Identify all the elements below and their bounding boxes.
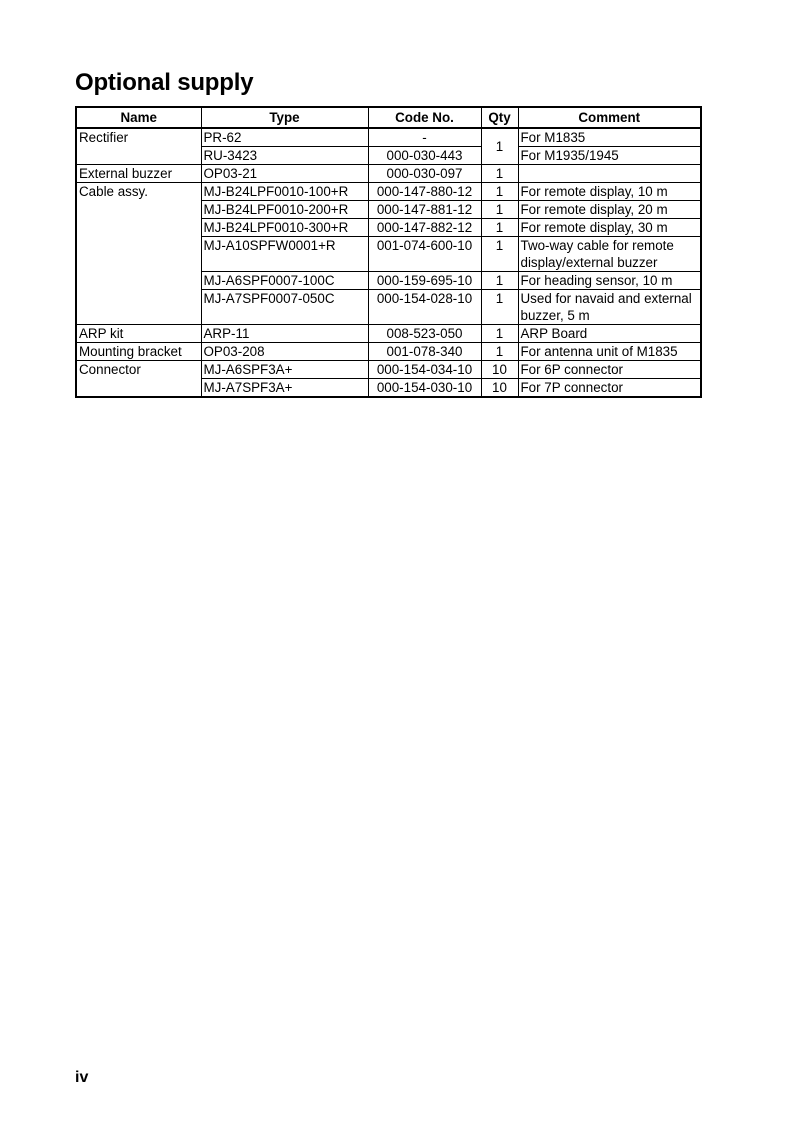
cell-code: 000-030-443: [368, 147, 481, 165]
cell-code: 000-147-880-12: [368, 183, 481, 201]
cell-qty: 1: [481, 165, 518, 183]
cell-qty: 1: [481, 237, 518, 272]
cell-name: External buzzer: [76, 165, 201, 183]
cell-code: 008-523-050: [368, 325, 481, 343]
cell-comment: For M1835: [518, 128, 701, 147]
cell-name: Cable assy.: [76, 183, 201, 325]
cell-comment: For remote display, 10 m: [518, 183, 701, 201]
cell-qty: 1: [481, 201, 518, 219]
cell-qty: 1: [481, 290, 518, 325]
cell-qty: 1: [481, 183, 518, 201]
page-number: iv: [75, 1069, 89, 1086]
cell-code: 000-159-695-10: [368, 272, 481, 290]
cell-name: Mounting bracket: [76, 343, 201, 361]
cell-comment: For remote display, 30 m: [518, 219, 701, 237]
header-type: Type: [201, 107, 368, 128]
cell-comment: For heading sensor, 10 m: [518, 272, 701, 290]
table-header-row: [76, 107, 701, 128]
optional-supply-table: [75, 106, 702, 398]
cell-comment: For M1935/1945: [518, 147, 701, 165]
cell-type: MJ-B24LPF0010-100+R: [201, 183, 368, 201]
cell-type: MJ-B24LPF0010-200+R: [201, 201, 368, 219]
table-row: [76, 361, 701, 379]
cell-type: RU-3423: [201, 147, 368, 165]
cell-name: Connector: [76, 361, 201, 398]
cell-name: Rectifier: [76, 128, 201, 165]
cell-qty: 10: [481, 379, 518, 398]
cell-qty: 1: [481, 272, 518, 290]
cell-type: MJ-A6SPF0007-100C: [201, 272, 368, 290]
header-comment: Comment: [518, 107, 701, 128]
cell-comment: For remote display, 20 m: [518, 201, 701, 219]
header-qty: Qty: [481, 107, 518, 128]
cell-type: MJ-B24LPF0010-300+R: [201, 219, 368, 237]
cell-code: 001-078-340: [368, 343, 481, 361]
cell-comment: ARP Board: [518, 325, 701, 343]
table-row: [76, 343, 701, 361]
cell-comment: [518, 165, 701, 183]
cell-comment: For 6P connector: [518, 361, 701, 379]
cell-type: OP03-208: [201, 343, 368, 361]
cell-code: 000-154-028-10: [368, 290, 481, 325]
cell-type: MJ-A10SPFW0001+R: [201, 237, 368, 272]
header-code: Code No.: [368, 107, 481, 128]
cell-code: 000-030-097: [368, 165, 481, 183]
table-row: [76, 128, 701, 147]
cell-type: OP03-21: [201, 165, 368, 183]
cell-comment: Two-way cable for remote display/external buzzer: [518, 237, 701, 272]
table-row: [76, 325, 701, 343]
cell-qty: 1: [481, 343, 518, 361]
cell-code: 001-074-600-10: [368, 237, 481, 272]
cell-code: 000-154-030-10: [368, 379, 481, 398]
cell-type: PR-62: [201, 128, 368, 147]
cell-type: MJ-A7SPF3A+: [201, 379, 368, 398]
cell-code: 000-154-034-10: [368, 361, 481, 379]
cell-comment: For 7P connector: [518, 379, 701, 398]
cell-code: 000-147-882-12: [368, 219, 481, 237]
cell-code: 000-147-881-12: [368, 201, 481, 219]
cell-comment: Used for navaid and external buzzer, 5 m: [518, 290, 701, 325]
table-row: [76, 183, 701, 201]
cell-type: MJ-A6SPF3A+: [201, 361, 368, 379]
cell-qty: 1: [481, 128, 518, 165]
header-name: Name: [76, 107, 201, 128]
cell-type: ARP-11: [201, 325, 368, 343]
cell-type: MJ-A7SPF0007-050C: [201, 290, 368, 325]
cell-comment: For antenna unit of M1835: [518, 343, 701, 361]
cell-code: -: [368, 128, 481, 147]
cell-qty: 1: [481, 219, 518, 237]
page-title: Optional supply: [75, 69, 254, 96]
table-row: [76, 165, 701, 183]
cell-qty: 1: [481, 325, 518, 343]
cell-qty: 10: [481, 361, 518, 379]
cell-name: ARP kit: [76, 325, 201, 343]
